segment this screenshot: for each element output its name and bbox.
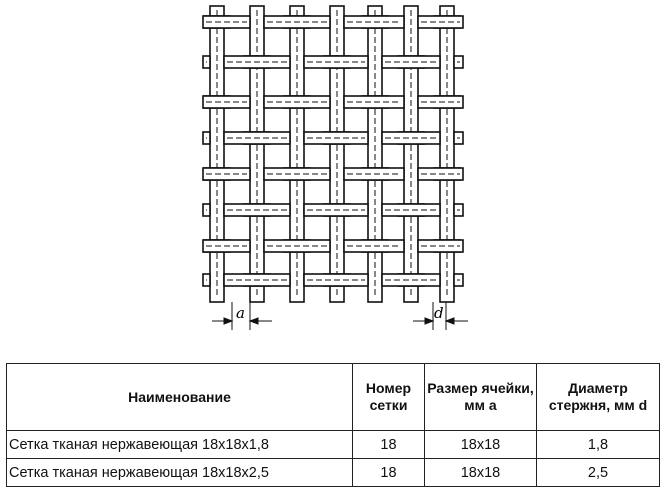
table-header-row	[7, 364, 660, 431]
table-row	[7, 431, 660, 459]
mesh-weave	[203, 6, 463, 302]
cell-name: Сетка тканая нержавеющая 18х18х1,8	[7, 431, 353, 459]
woven-mesh-drawing	[180, 0, 490, 340]
cell-cell-size: 18х18	[425, 431, 537, 459]
header-mesh-number: Номер сетки	[353, 364, 425, 431]
dimension-label-a: a	[236, 304, 245, 322]
header-cell-size: Размер ячейки, мм a	[425, 364, 537, 431]
cell-mesh-number: 18	[353, 459, 425, 487]
dimension-label-d: d	[434, 304, 444, 322]
cell-mesh-number: 18	[353, 431, 425, 459]
header-rod-diameter: Диаметр стержня, мм d	[537, 364, 660, 431]
specification-table	[6, 363, 660, 487]
cell-rod-diameter: 1,8	[537, 431, 660, 459]
table-row	[7, 459, 660, 487]
cell-rod-diameter: 2,5	[537, 459, 660, 487]
header-name: Наименование	[7, 364, 353, 431]
dimension-marks	[212, 302, 468, 330]
cell-cell-size: 18х18	[425, 459, 537, 487]
cell-name: Сетка тканая нержавеющая 18х18х2,5	[7, 459, 353, 487]
